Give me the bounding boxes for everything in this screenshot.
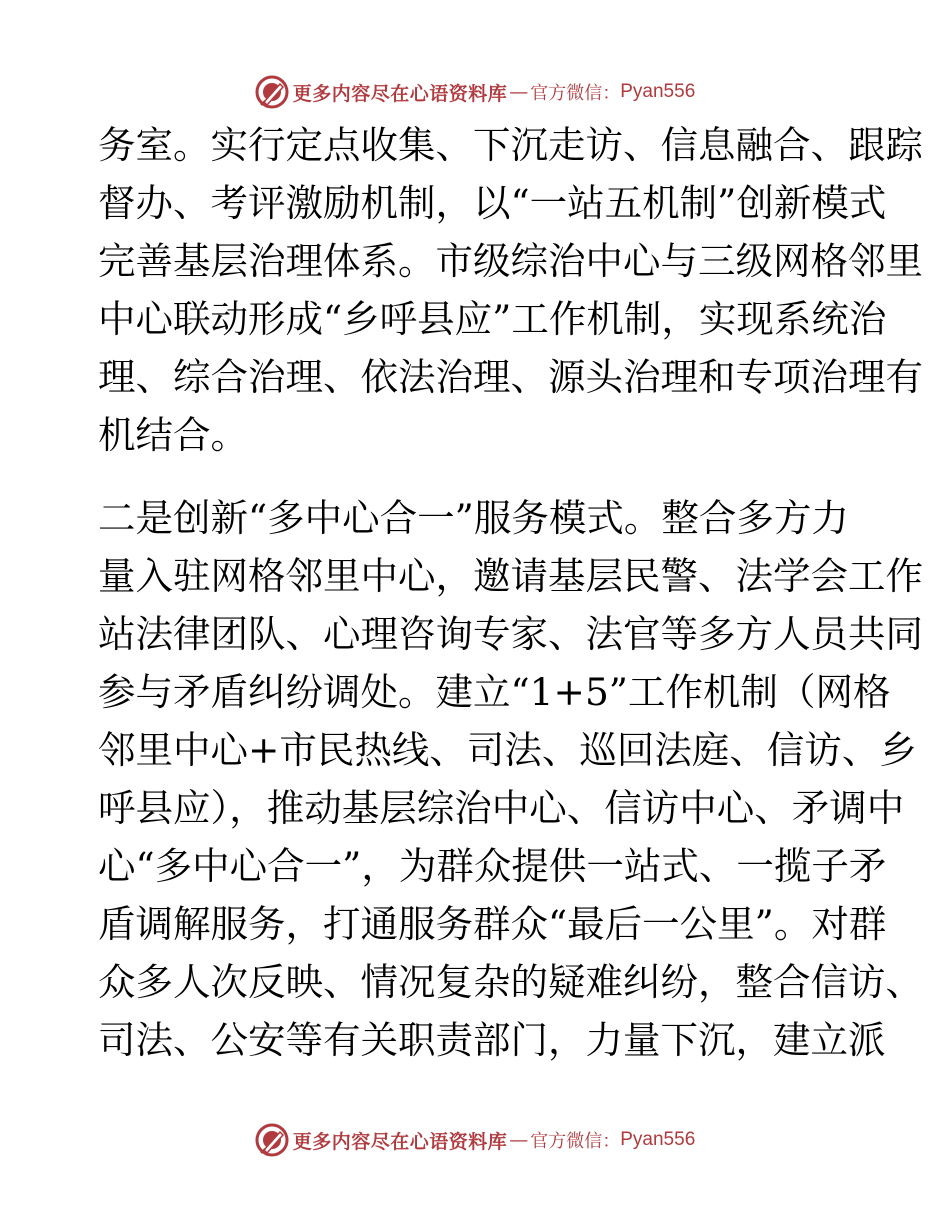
footer-banner [0, 1120, 950, 1160]
banner-wechat-id: Pyan556 [620, 1129, 696, 1150]
banner-title: 更多内容尽在心语资料库 [292, 82, 508, 105]
paragraph-2 [98, 489, 923, 1070]
text-line: 呼县应），推动基层综治中心、信访中心、矛调中 [98, 786, 905, 831]
text-line: 机结合。 [98, 413, 248, 458]
banner-wechat-label: 官方微信： [530, 1131, 621, 1152]
seal-pen-logo-icon [255, 75, 289, 109]
text-line: 务室。实行定点收集、下沉走访、信息融合、跟踪 [98, 123, 923, 167]
banner-wechat-label: 官方微信： [530, 83, 621, 104]
text-line: 督办、考评激励机制，以“一站五机制”创新模式 [98, 181, 887, 226]
text-line: 盾调解服务，打通服务群众“最后一公里”。对群 [98, 902, 887, 947]
banner-wechat-id: Pyan556 [620, 81, 696, 102]
text-line: 中心联动形成“乡呼县应”工作机制，实现系统治 [98, 297, 887, 342]
banner-separator: — [509, 1129, 529, 1151]
banner-title: 更多内容尽在心语资料库 [292, 1130, 508, 1153]
header-banner [0, 72, 950, 112]
text-line: 心“多中心合一”，为群众提供一站式、一揽子矛 [98, 844, 887, 889]
seal-pen-logo-icon [255, 1123, 289, 1157]
body-text [98, 116, 923, 1070]
text-line: 司法、公安等有关职责部门，力量下沉，建立派 [98, 1018, 886, 1063]
text-line: 邻里中心+市民热线、司法、巡回法庭、信访、乡 [98, 727, 917, 772]
text-line: 参与矛盾纠纷调处。建立“1+5”工作机制（网格 [98, 669, 891, 714]
banner-separator: — [509, 81, 529, 103]
text-line: 站法律团队、心理咨询专家、法官等多方人员共同 [98, 611, 923, 656]
text-line: 二是创新“多中心合一”服务模式。整合多方力 [98, 495, 849, 540]
text-line: 量入驻网格邻里中心，邀请基层民警、法学会工作 [98, 553, 923, 598]
text-line: 理、综合治理、依法治理、源头治理和专项治理有 [98, 355, 923, 400]
paragraph-1 [98, 116, 923, 465]
text-line: 众多人次反映、情况复杂的疑难纠纷，整合信访、 [98, 960, 923, 1005]
text-line: 完善基层治理体系。市级综治中心与三级网格邻里 [98, 239, 923, 284]
